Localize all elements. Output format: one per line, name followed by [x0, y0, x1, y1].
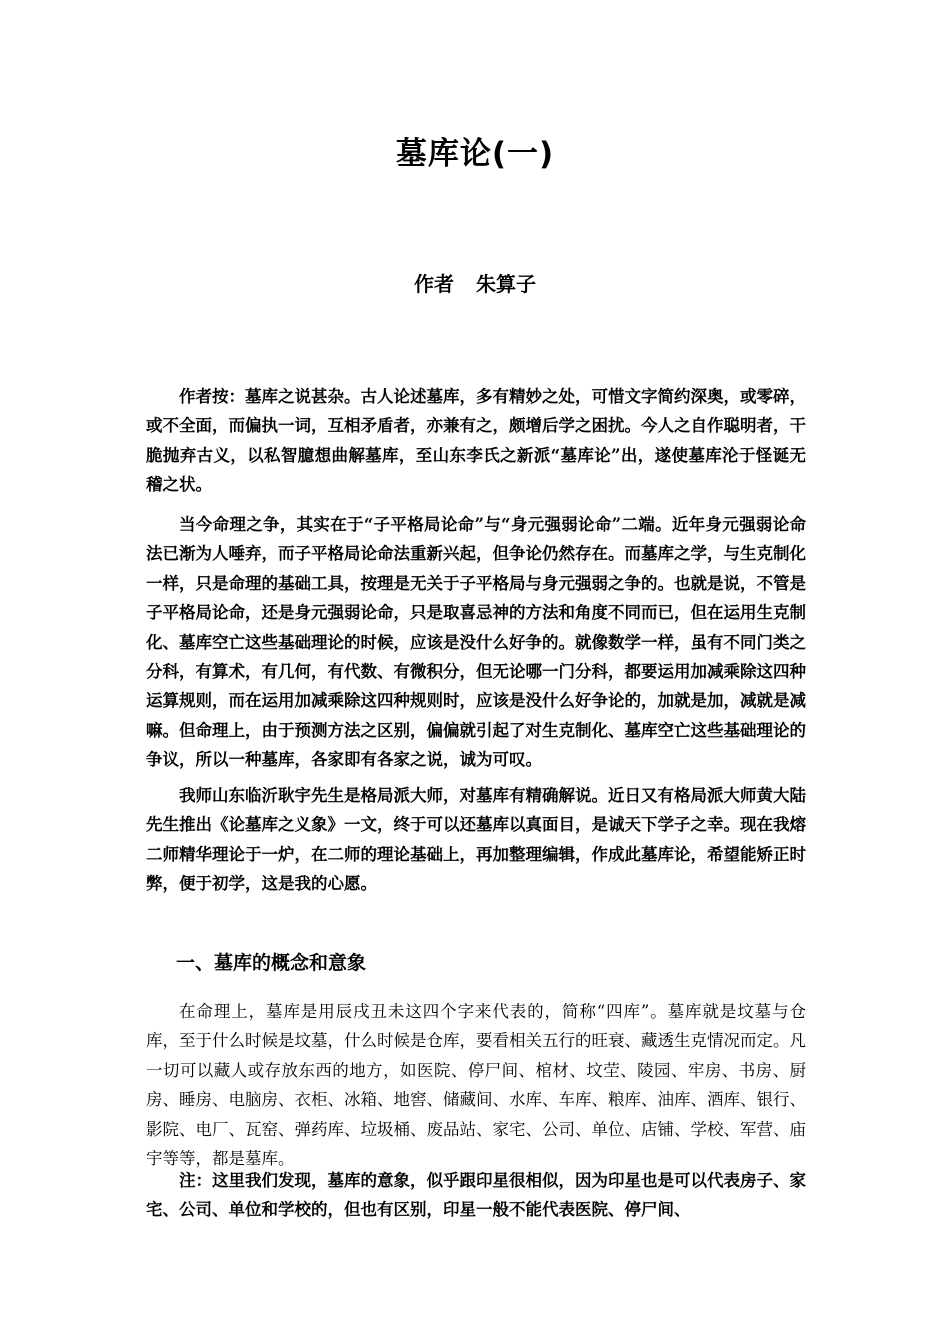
note-paragraph: 注：这里我们发现，墓库的意象，似乎跟印星很相似，因为印星也是可以代表房子、家宅、公司、单位和学校的，但也有区别，印星一般不能代表医院、停尸间、	[146, 1171, 806, 1220]
teachers-paragraph: 我师山东临沂耿宇先生是格局派大师，对墓库有精确解说。近日又有格局派大师黄大陆先生推出《论墓库之义象》一文，终于可以还墓库以真面目，是诚天下学子之幸。现在我熔二师精华理论于一炉，在二师的理论基础上，再加整理编辑，作成此墓库论，希望能矫正时弊，便于初学，这是我的心愿。	[146, 786, 806, 894]
author-line	[0, 268, 950, 297]
section-heading: 一、墓库的概念和意象	[176, 952, 367, 974]
debate-paragraph: 当今命理之争，其实在于“子平格局论命”与“身元强弱论命”二端。近年身元强弱论命法已渐为人唾弃，而子平格局论命法重新兴起，但争论仍然存在。而墓库之学，与生克制化一样，只是命理的基础工具，按理是无关于子平格局与身元强弱之争的。也就是说，不管是子平格局论命，还是身元强弱论命，只是取喜忌神的方法和角度不同而已，但在运用生克制化、墓库空亡这些基础理论的时候，应该是没什么好争的。就像数学一样，虽有不同门类之分科，有算术，有几何，有代数、有微积分，但无论哪一门分科，都要运用加减乘除这四种运算规则，而在运用加减乘除这四种规则时，应该是没什么好争论的，加就是加，减就是减嘛。但命理上，由于预测方法之区别，偏偏就引起了对生克制化、墓库空亡这些基础理论的争议，所以一种墓库，各家即有各家之说，诚为可叹。	[146, 515, 806, 770]
author-name: 朱算子	[476, 272, 536, 296]
section-body-paragraph: 在命理上，墓库是用辰戌丑未这四个字来代表的，简称“四库”。墓库就是坟墓与仓库，至于什么时候是坟墓，什么时候是仓库，要看相关五行的旺衰、藏透生克情况而定。凡一切可以藏人或存放东西的地方，如医院、停尸间、棺材、坟茔、陵园、牢房、书房、厨房、睡房、电脑房、衣柜、冰箱、地窖、储藏间、水库、车库、粮库、油库、酒库、银行、影院、电厂、瓦窑、弹药库、垃圾桶、废品站、家宅、公司、单位、店铺、学校、军营、庙宇等等，都是墓库。	[146, 1002, 806, 1169]
preface-paragraph: 作者按：墓库之说甚杂。古人论述墓库，多有精妙之处，可惜文字简约深奥，或零碎，或不全面，而偏执一词，互相矛盾者，亦兼有之，颇增后学之困扰。今人之自作聪明者，干脆抛弃古义，以私智臆想曲解墓库，至山东李氏之新派“墓库论”出，遂使墓库沦于怪诞无稽之状。	[146, 387, 806, 495]
author-label: 作者	[414, 272, 454, 296]
page-title: 墓库论(一)	[395, 136, 555, 172]
